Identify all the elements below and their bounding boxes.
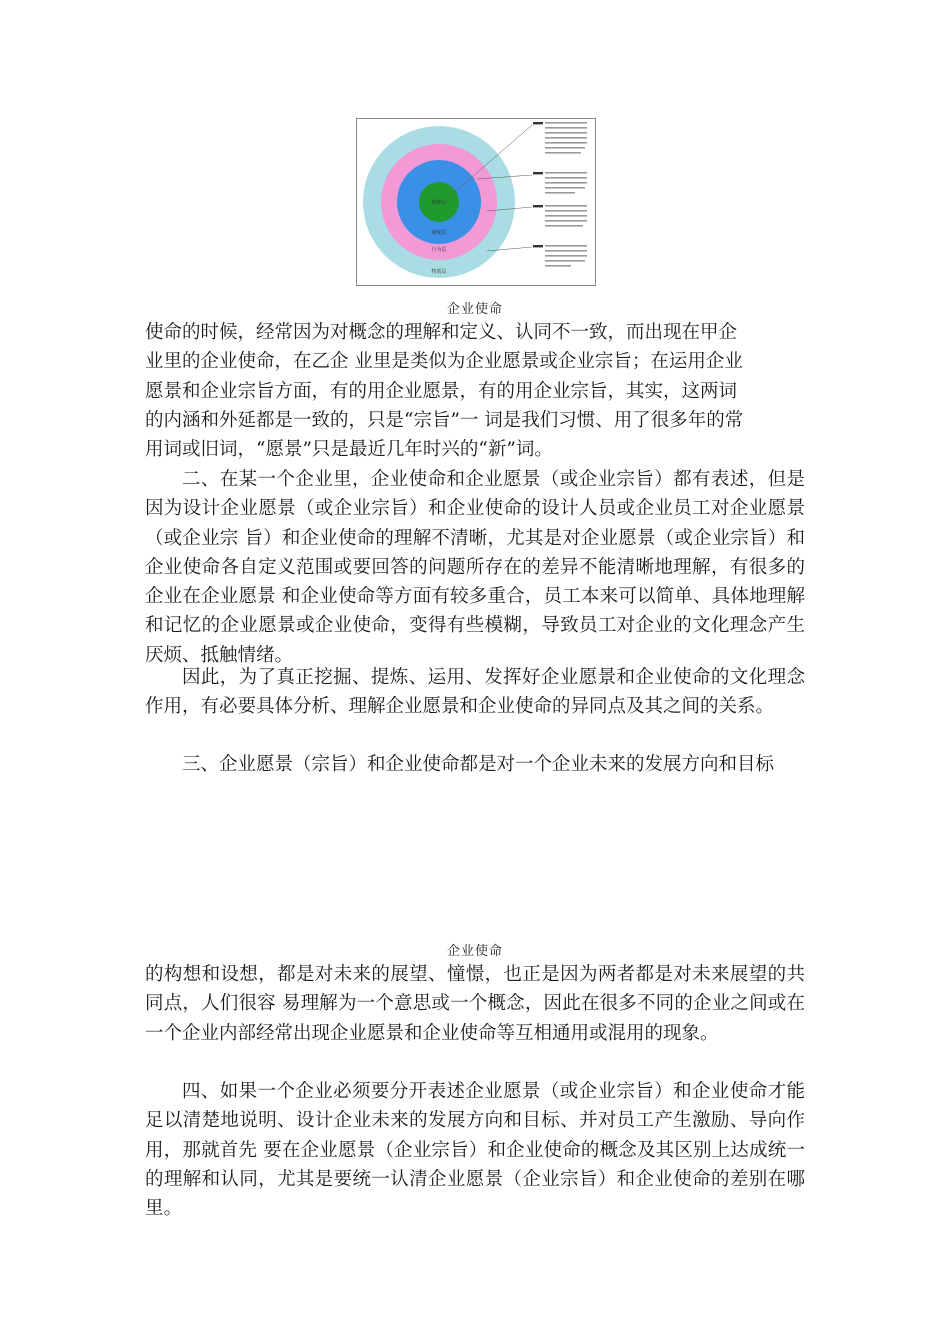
text-line: 业里的企业使命，在乙企 业里是类似为企业愿景或企业宗旨；在运用企业 [145, 351, 743, 373]
paragraph-therefore: 因此，为了真正挖掘、提炼、运用、发挥好企业愿景和企业使命的文化理念作用，有必要具体分析、理解企业愿景和企业使命的异同点及其之间的关系。 [145, 667, 805, 718]
paragraph-point-two: 二、在某一个企业里，企业使命和企业愿景（或企业宗旨）都有表述，但是因为设计企业愿景（或企业宗旨）和企业使命的设计人员或企业员工对企业愿景（或企业宗 旨）和企业使命的理解不清晰，尤其是对企业愿景（或企业宗旨）和企业使命各自定义范围或要回答的问题所存在的差异不能清晰地理解，有很多的企业在企业愿景 和企业使命等方面有较多重合，员工本来可以简单、具体地理解和记忆的企业愿景或企业使命，变得有些模糊，导致员工对企业的文化理念产生厌烦、抵触情绪。 [145, 469, 805, 666]
text-line: 愿景和企业宗旨方面，有的用企业愿景，有的用企业宗旨，其实，这两词 [145, 380, 738, 402]
ring-label-system: 制度层 [431, 230, 447, 236]
paragraph-continuation-2: 的构想和设想，都是对未来的展望、憧憬，也正是因为两者都是对未来展望的共同点，人们很容 易理解为一个意思或一个概念，因此在很多不同的企业之间或在一个企业内部经常出现企业愿景和企业使命等互相通用或混用的现象。 [145, 964, 805, 1044]
paragraph-point-four: 四、如果一个企业必须要分开表述企业愿景（或企业宗旨）和企业使命才能足以清楚地说明、设计企业未来的发展方向和目标、并对员工产生激励、导向作用，那就首先 要在企业愿景（企业宗旨）和企业使命的概念及其区别上达成统一的理解和认同，尤其是要统一认清企业愿景（企业宗旨）和企业使命的差别在哪里。 [145, 1081, 805, 1220]
text-line: 用词或旧词，“愿景”只是最近几年时兴的“新”词。 [145, 439, 553, 461]
page-header-caption: 企业使命 [446, 944, 503, 959]
annotation-notes [533, 122, 587, 267]
layers-diagram [357, 119, 595, 285]
text-line: 的内涵和外延都是一致的，只是“宗旨”一 词是我们习惯、用了很多年的常 [145, 409, 744, 431]
enterprise-culture-layers-figure [356, 118, 596, 286]
paragraph-continuation [145, 318, 805, 464]
ring-label-spirit: 精神层 [431, 200, 447, 206]
ring-label-behavior: 行为层 [431, 247, 447, 253]
ring-label-material: 物质层 [431, 269, 447, 275]
figure-caption: 企业使命 [446, 302, 503, 317]
paragraph-point-three: 三、企业愿景（宗旨）和企业使命都是对一个企业未来的发展方向和目标 [182, 754, 775, 775]
text-line: 使命的时候，经常因为对概念的理解和定义、认同不一致，而出现在甲企 [145, 322, 738, 343]
